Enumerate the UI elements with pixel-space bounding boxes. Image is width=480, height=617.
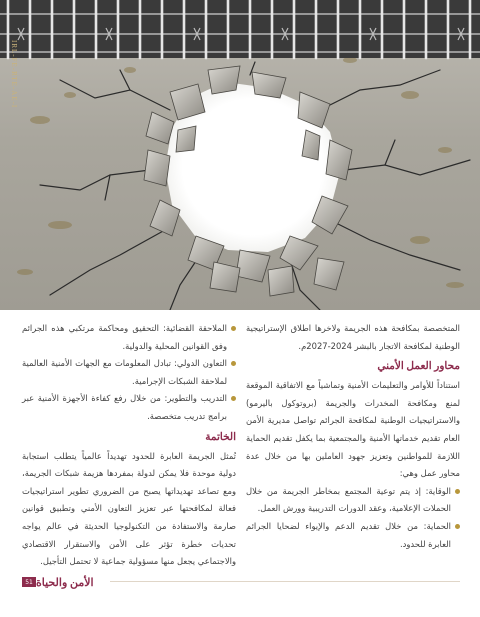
left-column: [22, 320, 236, 571]
list-item-training: التدريب والتطوير: من خلال رفع كفاءة الأجهزة الأمنية عبر برامج تدريب متخصصة.: [22, 390, 236, 425]
security-axes-list: [246, 483, 460, 553]
list-item-protection: الحماية: من خلال تقديم الدعم والإيواء لضحايا الجرائم العابرة للحدود.: [246, 518, 460, 553]
conclusion-body: تُمثل الجريمة العابرة للحدود تهديداً عالمياً يتطلب استجابة دولية موحدة فلا يمكن لدولة بمفردها هزيمة شبكات الجريمة، ومع تصاعد تهديداتها يصبح من الضروري تطوير استراتيجيات فعالة لمكافحتها عبر تعزيز التعاون الأمني وتطبيق قوانين صارمة والاستفادة من التكنولوجيا الحديثة في عالم يواجه تحديات خطرة تؤثر على الأمن والاستقرار الاقتصادي والاجتماعي يجعل منها مسؤولية جماعية لا تحتمل التأجيل.: [22, 450, 236, 567]
page-number: 51: [22, 577, 36, 587]
side-caption: IRL-FE-RTE-AE-I: [10, 40, 18, 109]
section-title: محاور العمل الأمني: [377, 361, 460, 373]
magazine-brand: الأمن والحياة: [36, 576, 94, 589]
list-item-prosecution: الملاحقة القضائية: التحقيق ومحاكمة مرتكبي هذه الجرائم وفق القوانين المحلية والدولية.: [22, 320, 236, 355]
right-column: [246, 320, 460, 553]
conclusion-title: الخاتمة: [205, 431, 236, 443]
barbed-wire-fence: [0, 0, 480, 58]
footer-divider: [110, 581, 460, 582]
list-item-prevention: الوقاية: إذ يتم توعية المجتمع بمخاطر الجريمة من خلال الحملات الإعلامية، وعقد الدورات التدريبية وورش العمل.: [246, 483, 460, 518]
section-body: استناداً للأوامر والتعليمات الأمنية وتماشياً مع الاتفاقية الموقعة لمنع ومكافحة المخدرات والجريمة (بروتوكول باليرمو) والاستراتيجيات الوطنية لمكافحة الجرائم تواصل مديرية الأمن العام تقديم خدماتها الأمنية والمجتمعية بما يكفل تقديم الحماية اللازمة للمواطنين وتعزيز جهود العاملين بها من خلال عدة محاور عمل وهي:: [246, 380, 460, 479]
list-item-international-cooperation: التعاون الدولي: تبادل المعلومات مع الجهات الأمنية العالمية لملاحقة الشبكات الإجرامية.: [22, 355, 236, 390]
security-axes-list-continued: [22, 320, 236, 426]
intro-paragraph: المتخصصة بمكافحة هذه الجريمة ولاخرها اطلاق الإستراتيجية الوطنية لمكافحة الاتجار بالبشر 2024-2027م.: [246, 323, 460, 351]
page-footer: [22, 575, 98, 589]
